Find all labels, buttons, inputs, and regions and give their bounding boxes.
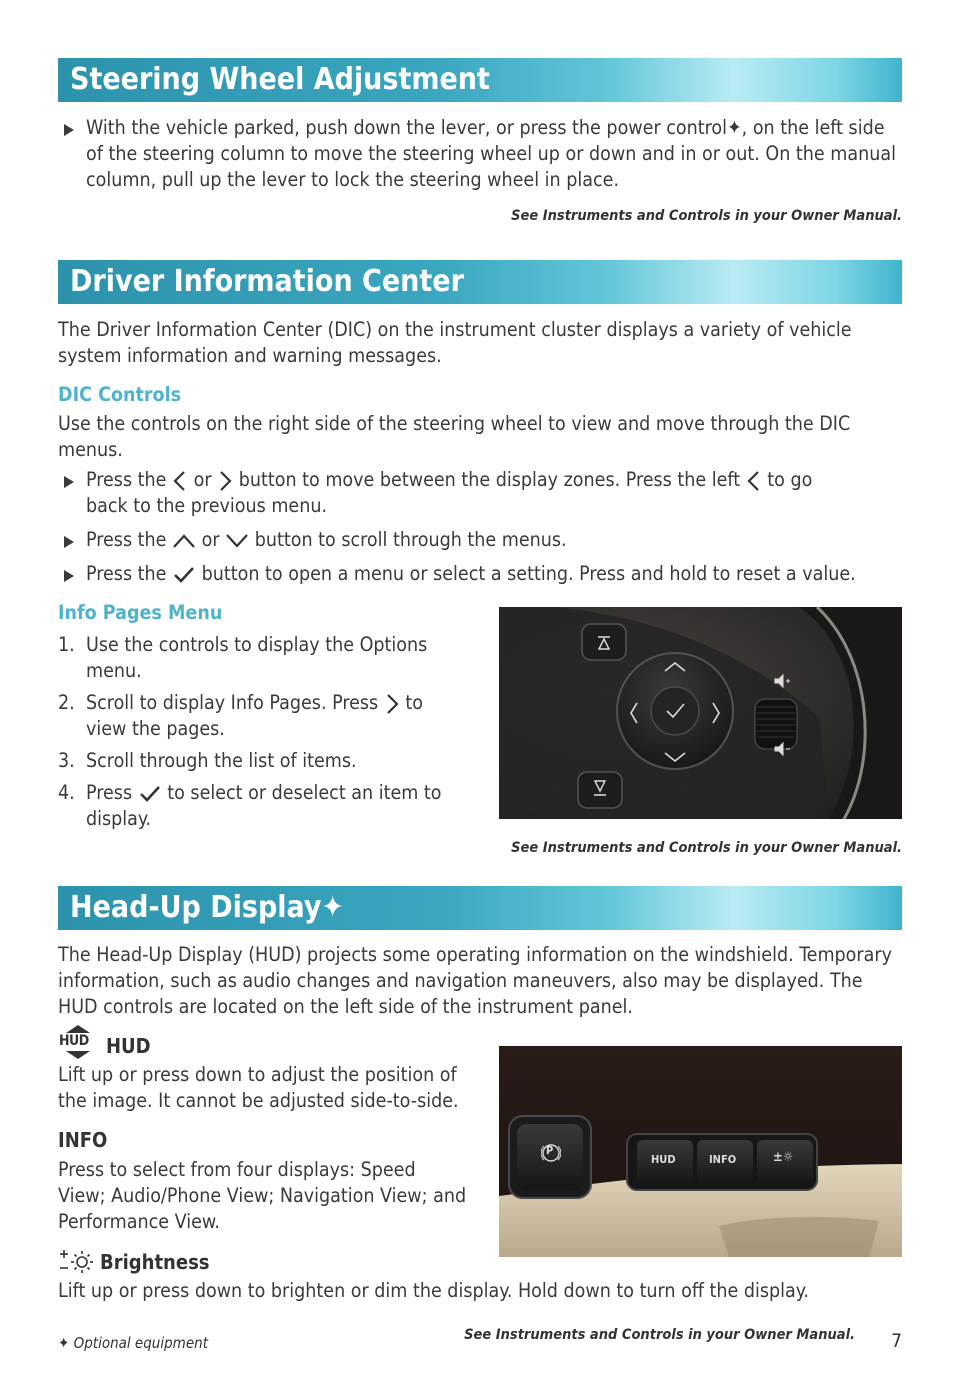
step-text — [86, 780, 478, 832]
steering-wheel-illustration — [499, 607, 902, 819]
hud-button-label: HUD — [651, 1153, 676, 1166]
section-title: Steering Wheel Adjustment — [70, 62, 490, 97]
checkmark-icon — [172, 565, 196, 585]
chevron-right-icon — [217, 470, 233, 492]
manual-reference: See Instruments and Controls in your Owner Manual. — [511, 208, 902, 224]
section-banner-steering — [58, 58, 902, 102]
hud-icon — [58, 1025, 98, 1059]
bullet-text: button to open a menu or select a setting. Press and hold to reset a value. — [201, 562, 856, 585]
info-heading: INFO — [58, 1128, 108, 1152]
section-banner-hud — [58, 886, 902, 930]
bullet-text: With the vehicle parked, push down the lever, or press the power control✦, on the left side of the steering column to move the steering wheel up or down and in or out. On the manual column, pull up the lever to lock the steering wheel in place. — [86, 116, 896, 191]
bullet-text: or — [201, 528, 220, 551]
bullet-arrow-icon — [64, 124, 74, 136]
info-button-label: INFO — [709, 1153, 737, 1166]
dic-bullet-3 — [86, 561, 902, 587]
brightness-icon — [58, 1250, 98, 1274]
step-item — [58, 632, 478, 684]
bullet-text: Press the — [86, 528, 167, 551]
manual-reference: See Instruments and Controls in your Owner Manual. — [464, 1327, 855, 1343]
page-number: 7 — [891, 1330, 902, 1352]
dic-bullet-1 — [86, 467, 902, 519]
brightness-heading: Brightness — [100, 1250, 210, 1274]
manual-reference: See Instruments and Controls in your Owner Manual. — [511, 840, 902, 856]
dic-bullet-2 — [86, 527, 902, 553]
bullet-text: button to scroll through the menus. — [254, 528, 567, 551]
step-item — [58, 780, 478, 832]
chevron-right-icon — [384, 693, 400, 715]
bullet-text: back to the previous menu. — [86, 494, 328, 517]
hud-text: Lift up or press down to adjust the position of the image. It cannot be adjusted side-to-side. — [58, 1063, 459, 1112]
step-text: Scroll through the list of items. — [86, 749, 357, 772]
chevron-down-icon — [225, 532, 249, 550]
step-item — [58, 748, 478, 774]
steering-wheel-controls-photo — [499, 607, 902, 819]
hud-intro: The Head-Up Display (HUD) projects some operating information on the windshield. Temporary information, such as audio changes and navigation maneuvers, also may be displayed. The HUD controls are located on the left side of the instrument panel. — [58, 943, 892, 1018]
bullet-text: or — [193, 468, 212, 491]
chevron-up-icon — [172, 532, 196, 550]
bullet-arrow-icon — [64, 476, 74, 488]
info-text: Press to select from four displays: Speed View; Audio/Phone View; Navigation View; and Performance View. — [58, 1158, 467, 1233]
checkmark-icon — [138, 784, 162, 804]
bullet-arrow-icon — [64, 536, 74, 548]
chevron-left-icon — [172, 470, 188, 492]
hud-heading: HUD — [106, 1034, 151, 1058]
bullet-text: button to move between the display zones. Press the left — [238, 468, 741, 491]
step-item — [58, 690, 478, 742]
step-text-part: Scroll to display Info Pages. Press — [86, 691, 379, 714]
step-text-part: view the pages. — [86, 717, 225, 740]
step-text-part: to — [405, 691, 423, 714]
section-banner-dic — [58, 260, 902, 304]
bullet-arrow-icon — [64, 570, 74, 582]
brightness-button-label: ±☼ — [773, 1150, 794, 1165]
step-number: 3. — [58, 749, 75, 772]
section-title: Driver Information Center — [70, 264, 464, 299]
hud-icon-label: HUD — [59, 1033, 89, 1049]
step-text: Use the controls to display the Options menu. — [86, 633, 428, 682]
parking-brake-label: P — [546, 1144, 554, 1157]
step-text — [86, 690, 478, 742]
bullet-text: to go — [767, 468, 813, 491]
bullet-text: Press the — [86, 562, 167, 585]
step-number: 2. — [58, 691, 75, 714]
dic-intro: The Driver Information Center (DIC) on the instrument cluster displays a variety of vehicle system information and warning messages. — [58, 318, 852, 367]
info-pages-heading: Info Pages Menu — [58, 601, 223, 624]
info-pages-steps — [58, 632, 478, 832]
dic-controls-heading: DIC Controls — [58, 383, 182, 406]
optional-equipment-note: ✦ Optional equipment — [58, 1334, 208, 1352]
bullet-text: Press the — [86, 468, 167, 491]
hud-controls-photo — [499, 1046, 902, 1257]
brightness-text: Lift up or press down to brighten or dim the display. Hold down to turn off the display. — [58, 1279, 809, 1302]
dic-controls-text: Use the controls on the right side of the steering wheel to view and move through the DIC menus. — [58, 412, 851, 461]
section-title: Head-Up Display✦ — [70, 890, 345, 925]
step-number: 4. — [58, 781, 75, 804]
chevron-left-icon — [746, 470, 762, 492]
step-number: 1. — [58, 633, 75, 656]
step-text-part: to select or deselect an item to — [167, 781, 442, 804]
step-text-part: display. — [86, 807, 152, 830]
step-text-part: Press — [86, 781, 133, 804]
